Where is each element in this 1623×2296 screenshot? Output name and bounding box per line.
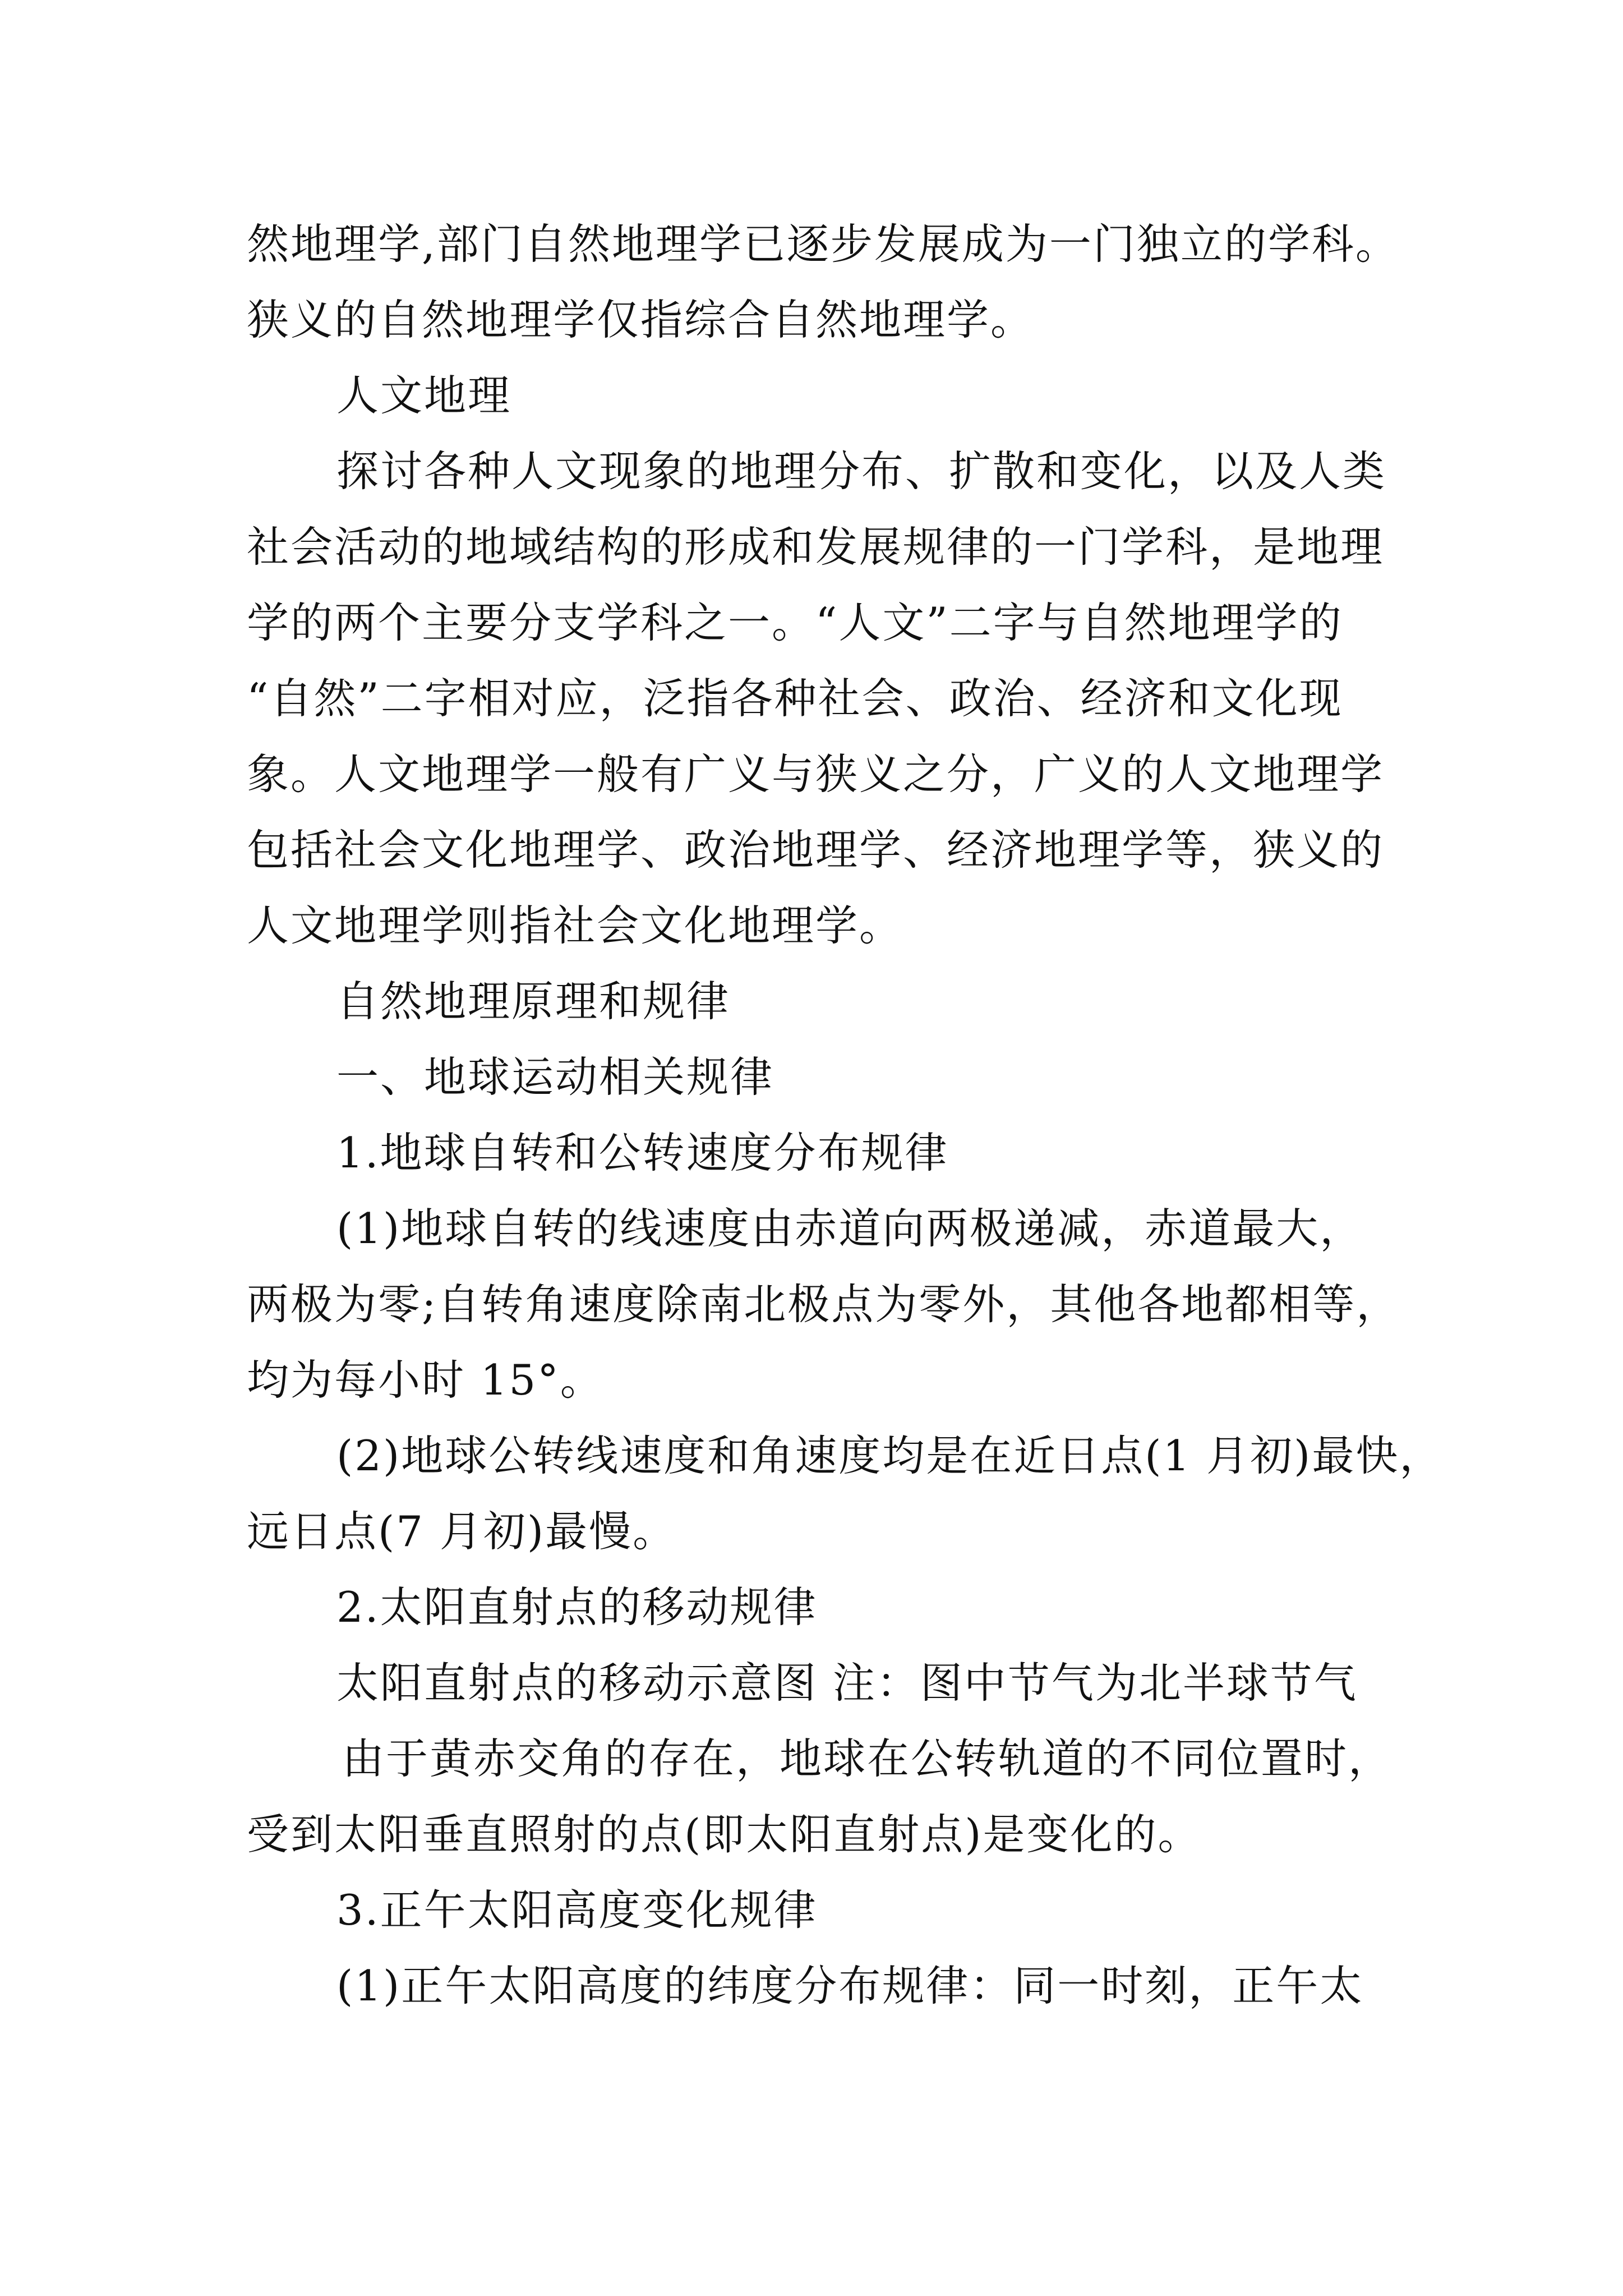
section-heading-human-geography: 人文地理 [336, 371, 512, 420]
text-line-10: 人文地理学则指社会文化地理学。 [247, 901, 903, 950]
text-line-8: 象。人文地理学一般有广义与狭义之分，广义的人文地理学 [247, 749, 1385, 799]
text-line-22: 受到太阳垂直照射的点(即太阳直射点)是变化的。 [247, 1810, 1202, 1859]
text-line-5: 社会活动的地域结构的形成和发展规律的一门学科，是地理 [247, 522, 1385, 572]
section-heading-earth-motion: 一、地球运动相关规律 [336, 1052, 774, 1102]
text-line-4: 探讨各种人文现象的地理分布、扩散和变化，以及人类 [336, 447, 1387, 496]
text-line-1: 然地理学,部门自然地理学已逐步发展成为一门独立的学科。 [247, 219, 1399, 269]
text-line-24: (1)正午太阳高度的纬度分布规律：同一时刻，正午太 [336, 1961, 1364, 2010]
section-heading-physical-geography-principles: 自然地理原理和规律 [336, 977, 731, 1026]
text-line-18: 远日点(7 月初)最慢。 [247, 1507, 677, 1556]
subsection-heading-rotation-revolution: 1.地球自转和公转速度分布规律 [336, 1128, 949, 1177]
text-line-16: 均为每小时 15°。 [247, 1355, 604, 1405]
text-line-15: 两极为零;自转角速度除南北极点为零外，其他各地都相等， [247, 1280, 1400, 1329]
text-line-6: 学的两个主要分支学科之一。“人文”二字与自然地理学的 [247, 598, 1343, 647]
figure-caption-direct-sun-point: 太阳直射点的移动示意图 注：图中节气为北半球节气 [336, 1658, 1358, 1708]
subsection-heading-noon-sun-altitude: 3.正午太阳高度变化规律 [336, 1885, 818, 1935]
text-line-2: 狭义的自然地理学仅指综合自然地理学。 [247, 295, 1035, 344]
text-line-9: 包括社会文化地理学、政治地理学、经济地理学等，狭义的 [247, 825, 1385, 875]
text-line-7: “自然”二字相对应，泛指各种社会、政治、经济和文化现 [247, 674, 1343, 723]
text-line-21: 由于黄赤交角的存在，地球在公转轨道的不同位置时， [342, 1734, 1393, 1783]
subsection-heading-direct-sun-point: 2.太阳直射点的移动规律 [336, 1582, 818, 1632]
text-line-17: (2)地球公转线速度和角速度均是在近日点(1 月初)最快， [336, 1431, 1444, 1480]
text-line-14: (1)地球自转的线速度由赤道向两极递减，赤道最大， [336, 1204, 1364, 1253]
